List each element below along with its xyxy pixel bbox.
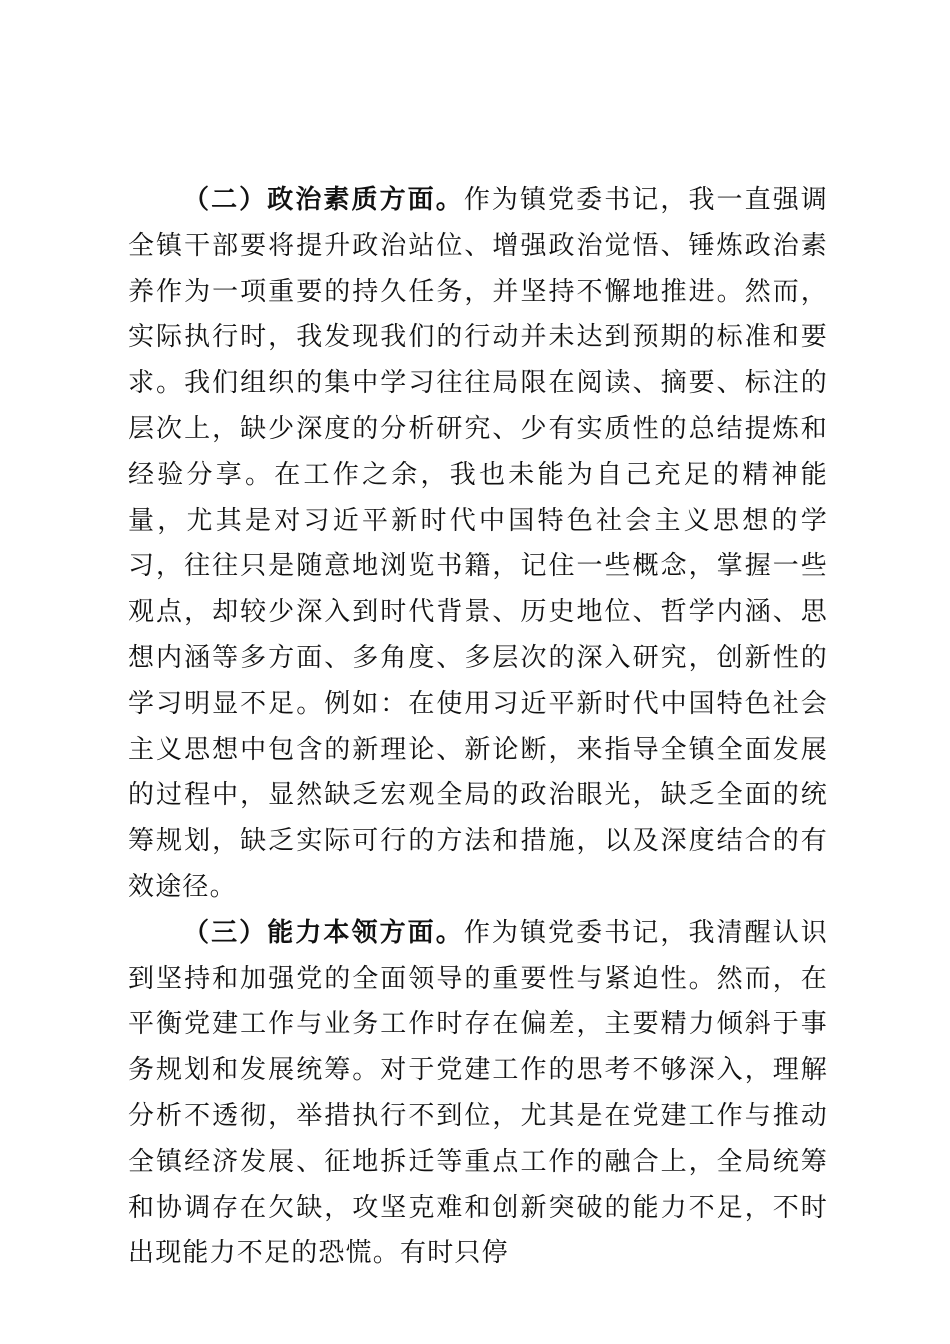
paragraph-text-political-quality: 作为镇党委书记，我一直强调全镇干部要将提升政治站位、增强政治觉悟、锤炼政治素养作为一项重要的持久任务，并坚持不懈地推进。然而，实际执行时，我发现我们的行动并未达到预期的标准和要求。我们组织的集中学习往往局限在阅读、摘要、标注的层次上，缺少深度的分析研究、少有实质性的总结提炼和经验分享。在工作之余，我也未能为自己充足的精神能量，尤其是对习近平新时代中国特色社会主义思想的学习，往往只是随意地浏览书籍，记住一些概念，掌握一些观点，却较少深入到时代背景、历史地位、哲学内涵、思想内涵等多方面、多角度、多层次的深入研究，创新性的学习明显不足。例如：在使用习近平新时代中国特色社会主义思想中包含的新理论、新论断，来指导全镇全面发展的过程中，显然缺乏宏观全局的政治眼光，缺乏全面的统筹规划，缺乏实际可行的方法和措施，以及深度结合的有效途径。 bbox=[128, 185, 828, 902]
paragraph-political-quality bbox=[128, 178, 828, 911]
document-body bbox=[128, 178, 828, 1277]
section-heading-political-quality: （二）政治素质方面。 bbox=[183, 185, 464, 215]
paragraph-ability-skills bbox=[128, 911, 828, 1277]
paragraph-text-ability-skills: 作为镇党委书记，我清醒认识到坚持和加强党的全面领导的重要性与紧迫性。然而，在平衡党建工作与业务工作时存在偏差，主要精力倾斜于事务规划和发展统筹。对于党建工作的思考不够深入，理解分析不透彻，举措执行不到位，尤其是在党建工作与推动全镇经济发展、征地拆迁等重点工作的融合上，全局统筹和协调存在欠缺，攻坚克难和创新突破的能力不足，不时出现能力不足的恐慌。有时只停 bbox=[128, 917, 828, 1269]
section-heading-ability-skills: （三）能力本领方面。 bbox=[183, 917, 464, 948]
